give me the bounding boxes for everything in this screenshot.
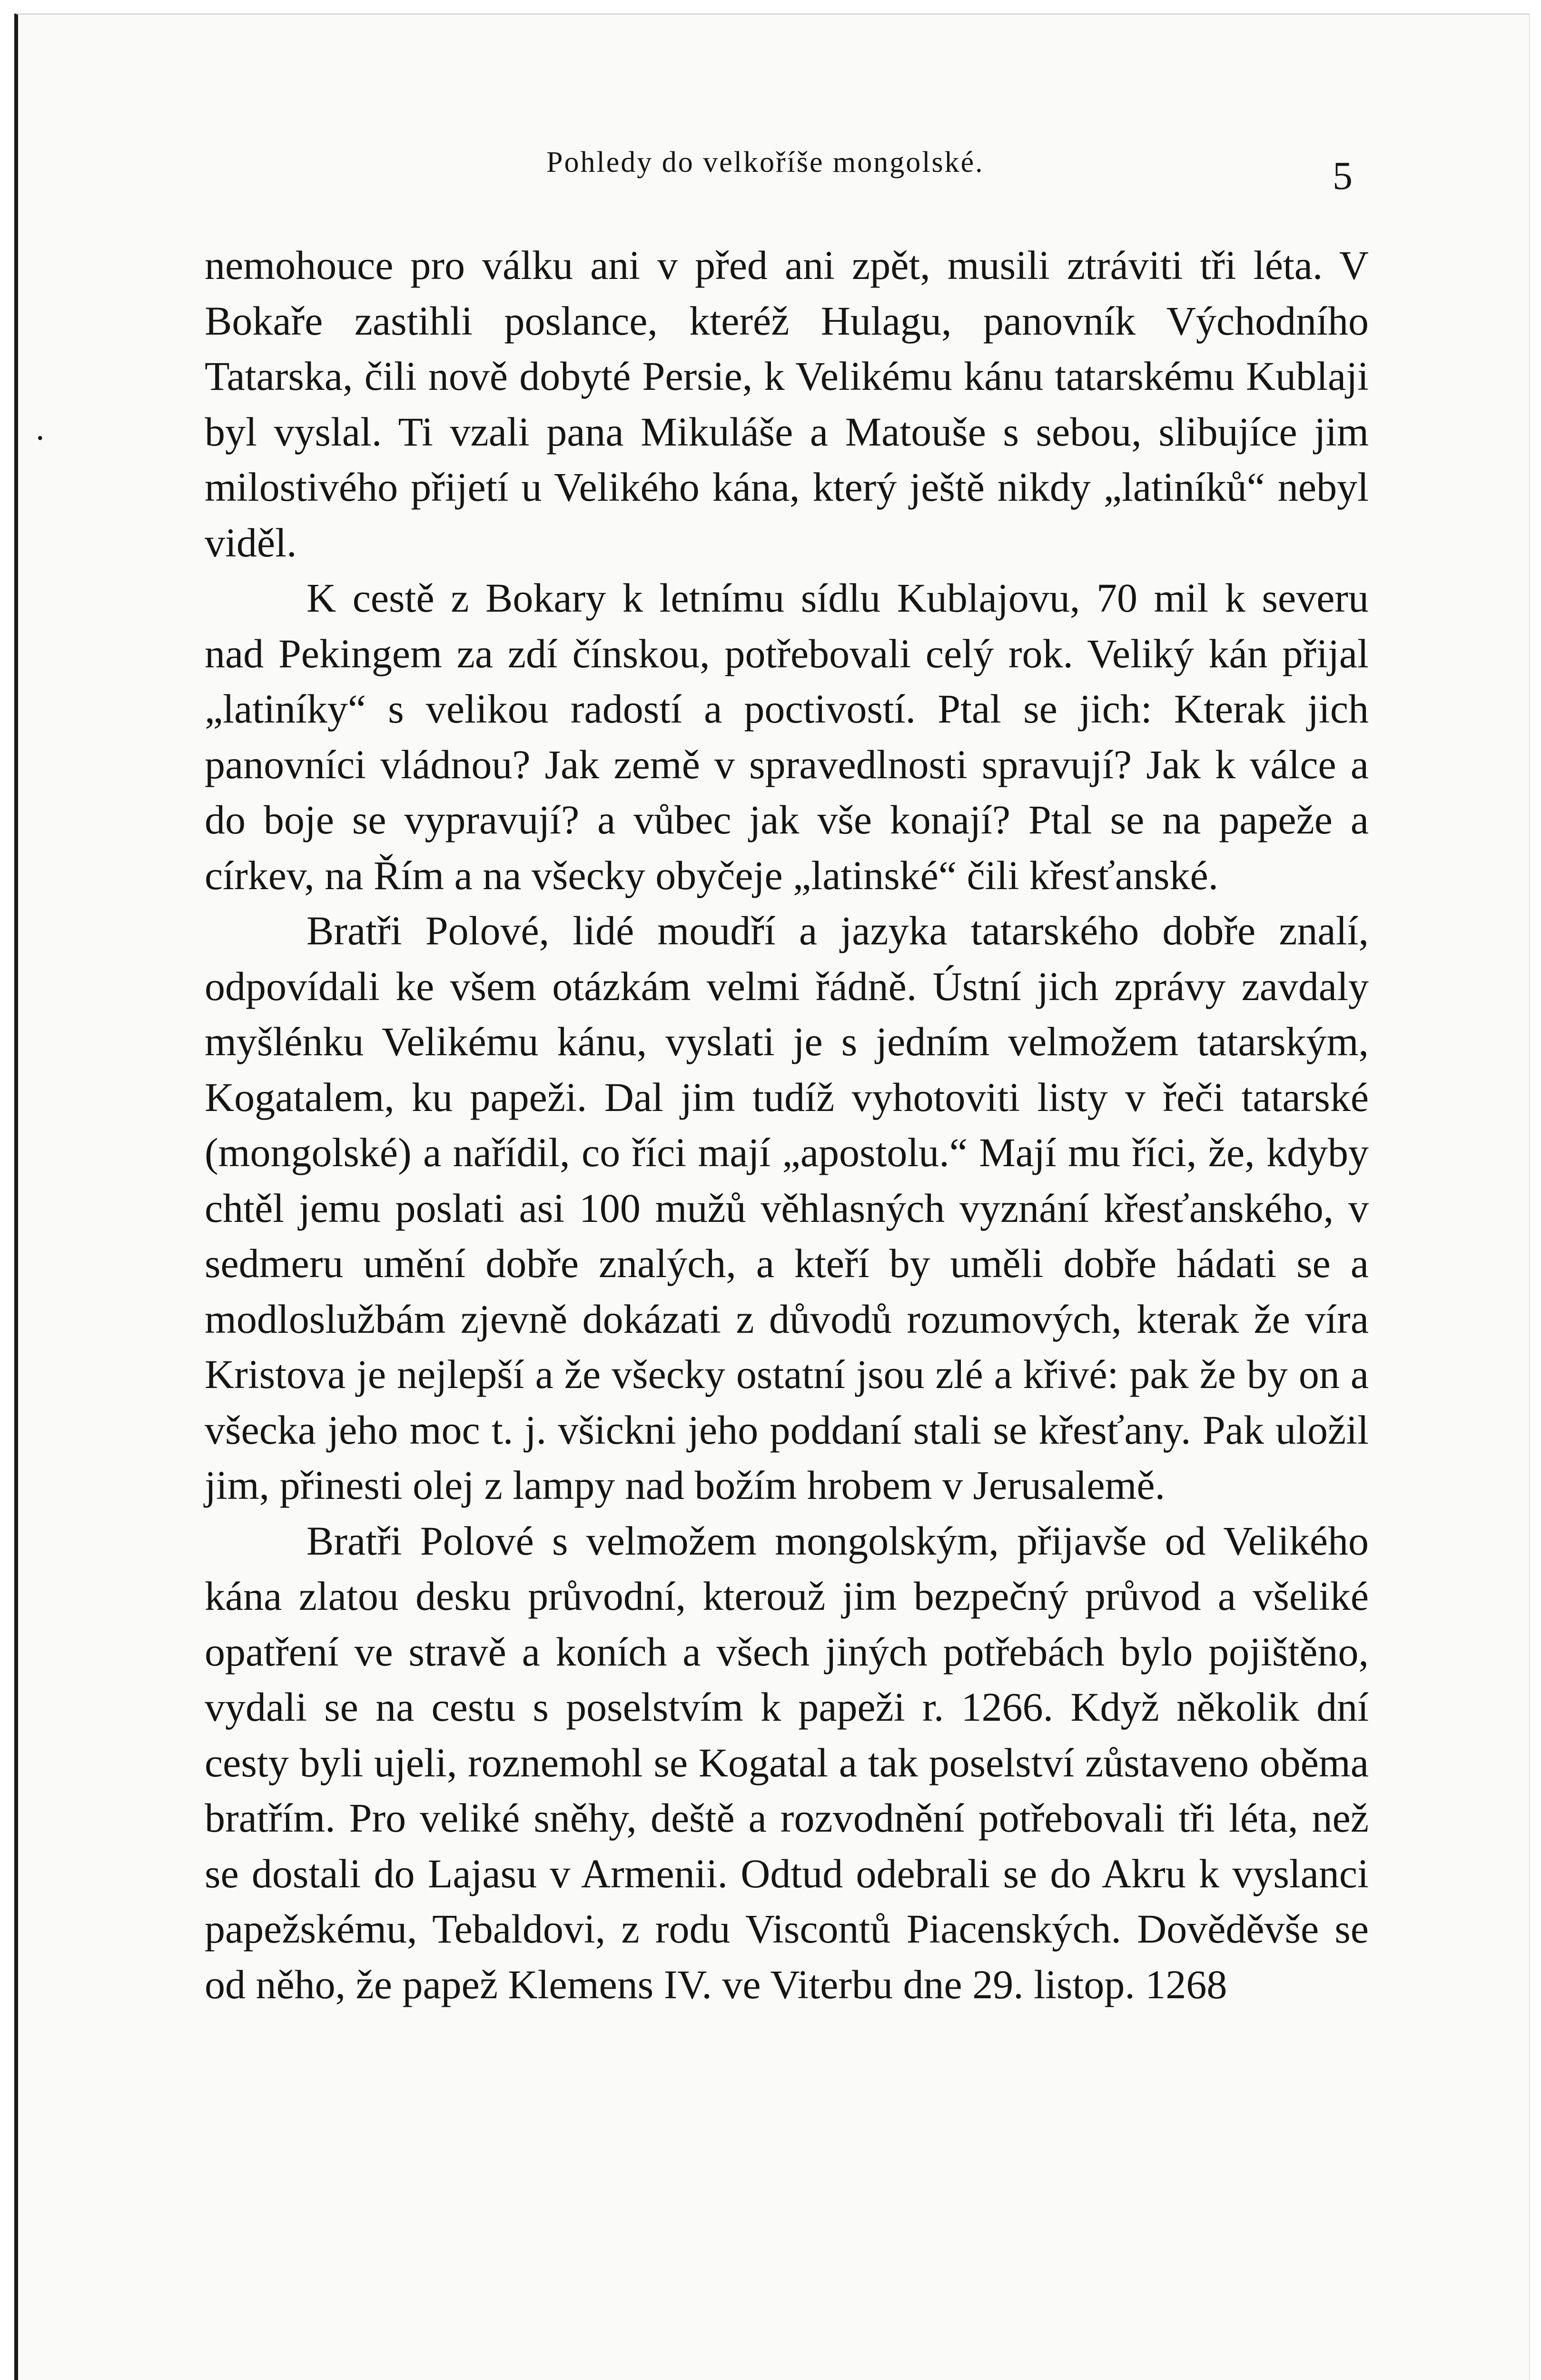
paragraph-2: K cestě z Bokary k letnímu sídlu Kublajovu, 70 mil k severu nad Pekingem za zdí čínskou, potřebovali celý rok. Veliký kán přijal „latiníky“ s velikou radostí a poctivostí. Ptal se jich: Kterak jich panovníci vládnou? Jak země v spravedlnosti spravují? Jak k válce a do boje se vypravují? a vůbec jak vše konají? Ptal se na papeže a církev, na Řím a na všecky obyčeje „latinské“ čili křesťanské. [205, 575, 1369, 898]
paragraph-3: Bratři Polové, lidé moudří a jazyka tatarského dobře znalí, odpovídali ke všem otázkám velmi řádně. Ústní jich zprávy zavdaly myšlénku Velikému kánu, vyslati je s jedním velmožem tatarským, Kogatalem, ku papeži. Dal jim tudíž vyhotoviti listy v řeči tatarské (mongolské) a nařídil, co říci mají „apostolu.“ Mají mu říci, že, kdyby chtěl jemu poslati asi 100 mužů věhlasných vyznání křesťanského, v sedmeru umění dobře znalých, a kteří by uměli dobře hádati se a modloslužbám zjevně dokázati z důvodů rozumových, kterak že víra Kristova je nejlepší a že všecky ostatní jsou zlé a křivé: pak že by on a všecka jeho moc t. j. všickni jeho poddaní stali se křesťany. Pak uložil jim, přinesti olej z lampy nad božím hrobem v Jerusalemě. [205, 908, 1369, 1508]
paragraph-1: nemohouce pro válku ani v před ani zpět, musili ztráviti tři léta. V Bokaře zastihli poslance, kteréž Hulagu, panovník Východního Tatarska, čili nově dobyté Persie, k Velikému kánu tatarskému Kublaji byl vyslal. Ti vzali pana Mikuláše a Matouše s sebou, slibujíce jim milostivého přijetí u Velikého kána, který ještě nikdy „latiníků“ nebyl viděl. [205, 242, 1369, 565]
book-page [14, 13, 1530, 2380]
paragraph-4: Bratři Polové s velmožem mongolským, přijavše od Velikého kána zlatou desku průvodní, kterouž jim bezpečný průvod a všeliké opatření ve stravě a koních a všech jiných potřebách bylo pojištěno, vydali se na cestu s poselstvím k papeži r. 1266. Když několik dní cesty byli ujeli, roznemohl se Kogatal a tak poselství zůstaveno oběma bratřím. Pro veliké sněhy, deště a rozvodnění potřebovali tři léta, než se dostali do Lajasu v Armenii. Odtud odebrali se do Akru k vyslanci papežskému, Tebaldovi, z rodu Viscontů Piacenských. Dověděvše se od něho, že papež Klemens IV. ve Viterbu dne 29. listop. 1268 [205, 1517, 1369, 2007]
page-number: 5 [1333, 154, 1353, 198]
running-head: Pohledy do velkoříše mongolské. [546, 146, 984, 178]
margin-mark: • [37, 428, 43, 447]
body-text [205, 238, 1369, 2012]
